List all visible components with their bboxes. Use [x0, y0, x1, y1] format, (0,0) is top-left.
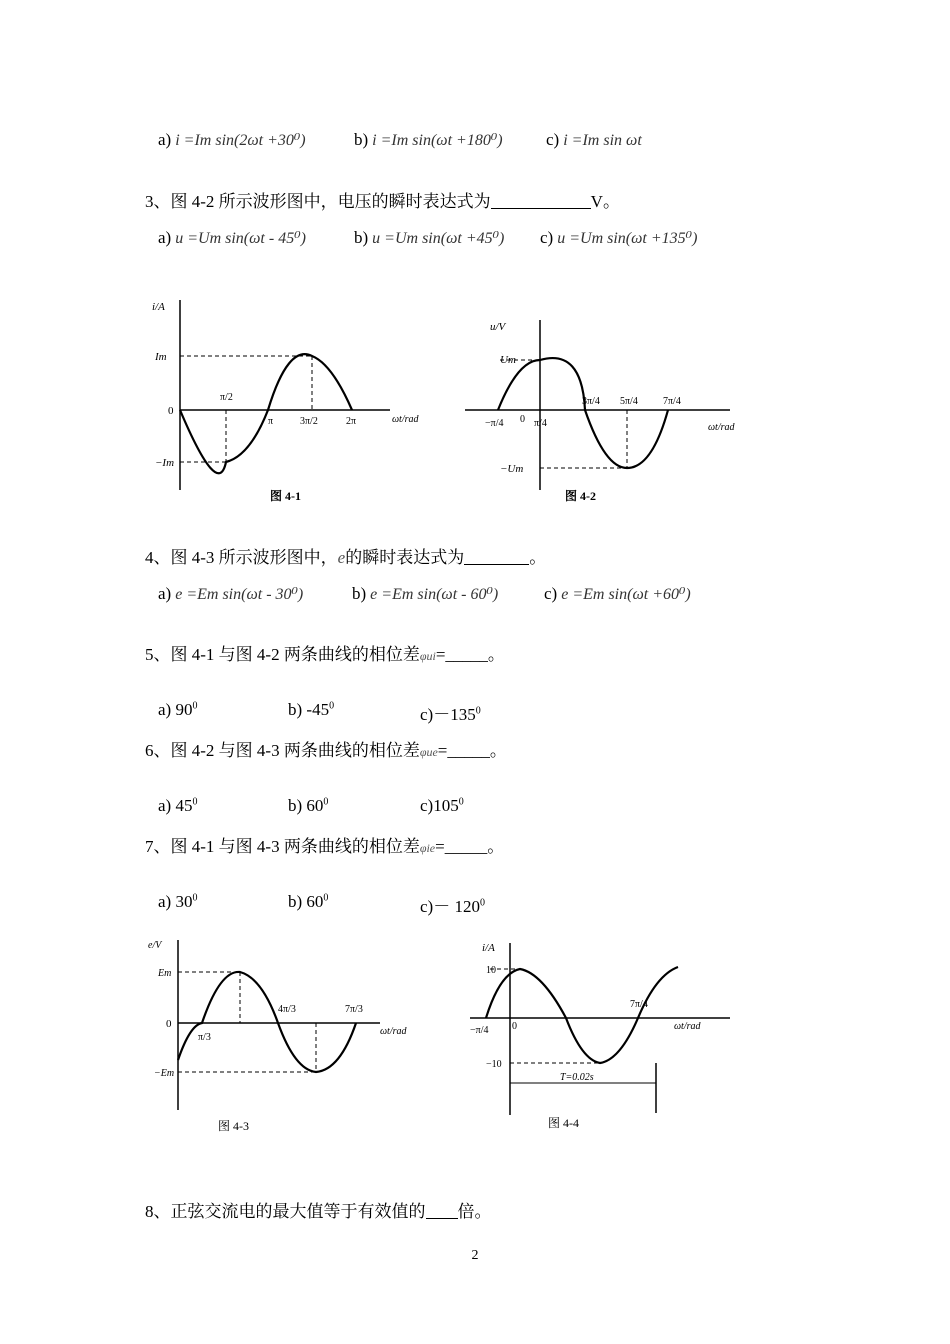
question-4: 4、图 4-3 所示波形图中，e的瞬时表达式为 。	[145, 548, 547, 567]
q3-option-b: b) u =Um sin(ωt +45⁰)	[354, 228, 505, 247]
q6-option-b: b) $60^0$	[288, 796, 329, 815]
fig1-tick-2: π	[268, 416, 274, 427]
fig2-ylabel: u/V	[490, 321, 506, 333]
fig4-ylabel: i/A	[482, 942, 495, 954]
q7-option-b: b) $60^0$	[288, 892, 329, 911]
fig4-tick-0: −π/4	[470, 1025, 489, 1036]
q3-option-a: a) u =Um sin(ωt - 45⁰)	[158, 228, 306, 247]
fig3-top-label: Em	[158, 968, 172, 979]
q4-option-b: b) e =Em sin(ωt - 60⁰)	[352, 584, 499, 603]
fig4-zero: 0	[512, 1021, 517, 1032]
figure-4-1	[150, 290, 450, 510]
question-8: 8、正弦交流电的最大值等于有效值的 倍。	[145, 1202, 492, 1221]
fig2-tick-4: 7π/4	[663, 396, 681, 407]
fig2-xlabel: ωt/rad	[708, 422, 735, 433]
fig2-tick-1: π/4	[534, 418, 547, 429]
q5-option-b: b) $-45^0$	[288, 700, 335, 719]
fig3-tick-1: π/3	[198, 1032, 211, 1043]
fig1-zero: 0	[168, 405, 174, 417]
fig2-tick-0: −π/4	[485, 418, 504, 429]
fig3-zero: 0	[166, 1018, 172, 1030]
fig4-xlabel: ωt/rad	[674, 1021, 701, 1032]
fig1-tick-4: 2π	[346, 416, 357, 427]
q5-option-a: a) $90^0$	[158, 700, 198, 719]
fig1-xlabel: ωt/rad	[392, 414, 419, 425]
fig1-tick-3: 3π/2	[300, 416, 318, 427]
figure-4-3	[140, 930, 440, 1140]
fig3-tick-3: 7π/3	[345, 1004, 363, 1015]
page-number: 2	[471, 1248, 479, 1263]
question-7: 7、图 4-1 与图 4-3 两条曲线的相位差φie=_____。	[145, 837, 505, 856]
fig1-top-label: Im	[155, 351, 167, 363]
fig2-top-label: Um	[500, 354, 516, 366]
fig3-bottom-label: −Em	[154, 1068, 175, 1079]
q4-option-a: a) e =Em sin(ωt - 30⁰)	[158, 584, 304, 603]
q3-option-c: c) u =Um sin(ωt +135⁰)	[540, 228, 698, 247]
fig2-zero: 0	[520, 414, 525, 425]
fig4-period: T=0.02s	[560, 1072, 594, 1083]
q5-option-c: $c)-135^0$	[420, 705, 481, 724]
fig2-caption: 图 4-2	[565, 489, 596, 503]
fig4-bottom-label: −10	[486, 1059, 502, 1070]
q6-option-c: $c)105^0$	[420, 796, 464, 815]
fig3-caption: 图 4-3	[218, 1119, 249, 1133]
fig1-tick-1: π/2	[220, 392, 233, 403]
question-6: 6、图 4-2 与图 4-3 两条曲线的相位差φue=_____。	[145, 741, 507, 760]
fig1-caption: 图 4-1	[270, 489, 301, 503]
fig3-tick-2: 4π/3	[278, 1004, 296, 1015]
q4-option-c: c) e =Em sin(ωt +60⁰)	[544, 584, 691, 603]
fig2-bottom-label: −Um	[500, 463, 524, 475]
fig3-ylabel: e/V	[148, 940, 162, 951]
q6-option-a: a) $45^0$	[158, 796, 198, 815]
fig2-tick-2: 3π/4	[582, 396, 600, 407]
q7-option-a: a) $30^0$	[158, 892, 198, 911]
figure-4-4	[460, 935, 760, 1140]
fig4-top-label: 10	[486, 965, 496, 976]
question-5: 5、图 4-1 与图 4-2 两条曲线的相位差φui=_____。	[145, 645, 505, 664]
fig2-tick-3: 5π/4	[620, 396, 638, 407]
fig1-bottom-label: −Im	[155, 457, 175, 469]
q2-option-a: a) i =Im sin(2ωt +30⁰)	[158, 130, 306, 149]
fig4-caption: 图 4-4	[548, 1116, 579, 1130]
q7-option-c: $c)- 120^0$	[420, 897, 485, 916]
question-3: 3、图 4-2 所示波形图中，电压的瞬时表达式为 V。	[145, 192, 620, 211]
q2-option-b: b) i =Im sin(ωt +180⁰)	[354, 130, 503, 149]
q2-option-c: c) i =Im sin ωt	[546, 130, 642, 149]
fig3-xlabel: ωt/rad	[380, 1026, 407, 1037]
fig4-tick-1: 7π/4	[630, 999, 648, 1010]
fig1-ylabel: i/A	[152, 301, 165, 313]
figure-4-2	[460, 310, 760, 510]
